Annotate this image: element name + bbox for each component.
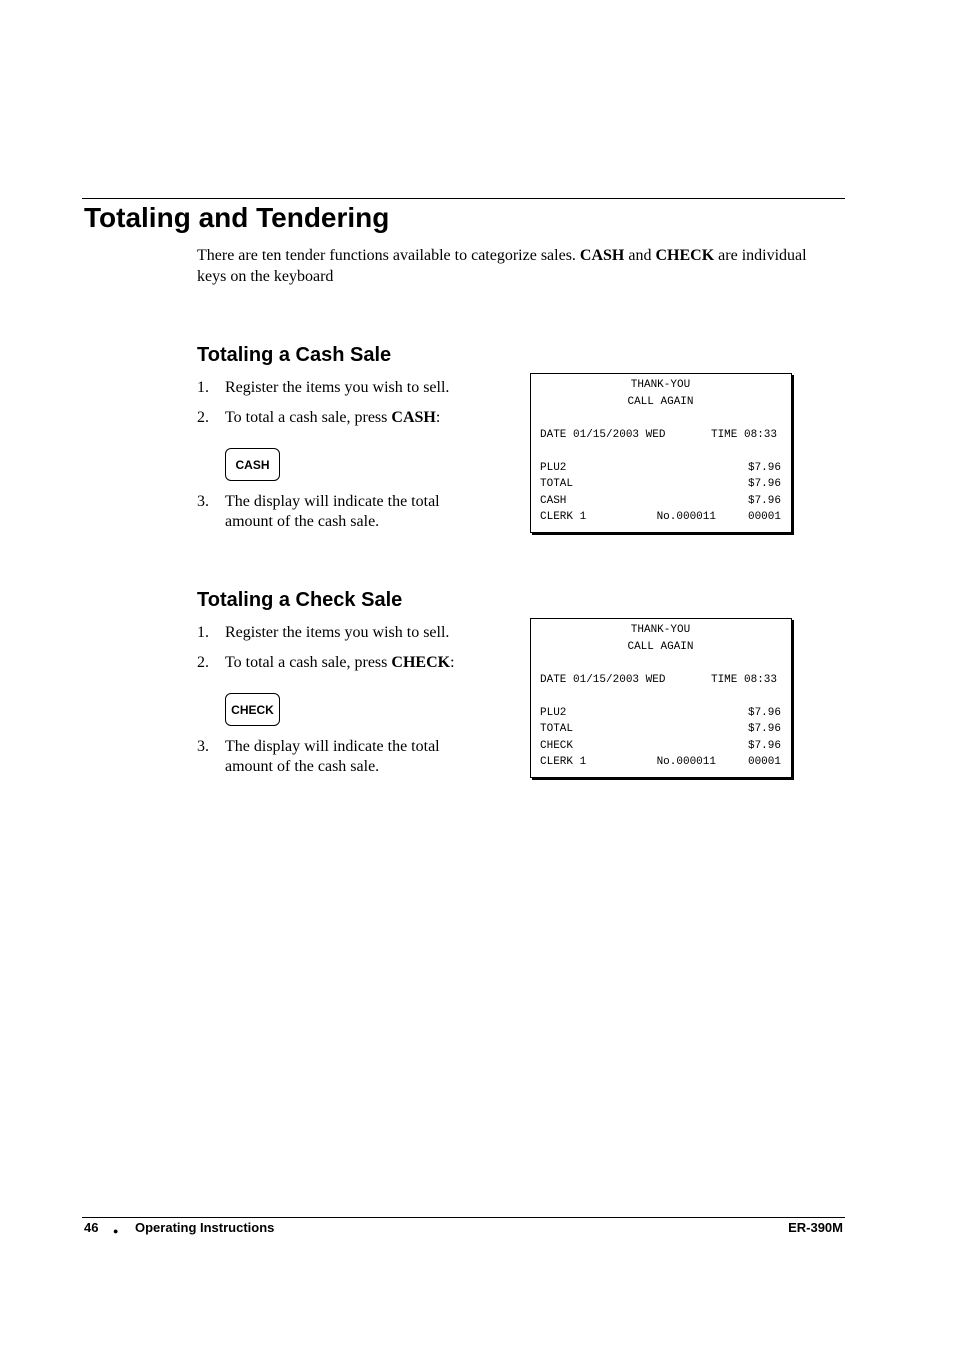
check-step-2: 2. To total a cash sale, press CHECK: bbox=[197, 654, 455, 671]
footer-section: Operating Instructions bbox=[135, 1220, 275, 1235]
receipt-row: CHECK $7.96 bbox=[540, 739, 781, 752]
page-number: 46 bbox=[84, 1220, 99, 1235]
receipt-date-row: DATE 01/15/2003 WED TIME 08:33 bbox=[540, 428, 777, 441]
receipt-thank-you: THANK-YOU bbox=[630, 379, 691, 391]
cash-step-2: 2. To total a cash sale, press CASH: bbox=[197, 409, 441, 426]
cash-step-1: 1. Register the items you wish to sell. bbox=[197, 379, 450, 396]
check-keyword: CHECK bbox=[655, 247, 715, 264]
receipt-row: TOTAL $7.96 bbox=[540, 478, 781, 490]
check-step-1: 1. Register the items you wish to sell. bbox=[197, 624, 450, 641]
bottom-rule bbox=[82, 1217, 845, 1218]
receipt-clerk-row: CLERK 1 No.000011 00001 bbox=[540, 511, 781, 523]
intro-paragraph: There are ten tender functions available to categorize sales. CASH and CHECK are individual keys on the keyboard bbox=[197, 247, 807, 285]
cash-keyword: CASH bbox=[579, 247, 625, 264]
check-sale-heading: Totaling a Check Sale bbox=[197, 589, 403, 611]
receipt-call-again: CALL AGAIN bbox=[627, 640, 694, 653]
cash-sale-heading: Totaling a Cash Sale bbox=[197, 344, 392, 366]
receipt-date-row: DATE 01/15/2003 WED TIME 08:33 bbox=[540, 673, 777, 686]
footer-model: ER-390M bbox=[788, 1220, 843, 1235]
receipt-row: PLU2 $7.96 bbox=[540, 461, 781, 474]
receipt-row: TOTAL $7.96 bbox=[540, 723, 781, 735]
page-title: Totaling and Tendering bbox=[84, 202, 390, 233]
receipt-row: PLU2 $7.96 bbox=[540, 706, 781, 719]
receipt-call-again: CALL AGAIN bbox=[627, 395, 694, 408]
receipt-clerk-row: CLERK 1 No.000011 00001 bbox=[540, 756, 781, 768]
bullet-icon: ● bbox=[113, 1226, 119, 1236]
check-receipt bbox=[530, 618, 792, 778]
cash-step-3: 3. The display will indicate the total amount of the cash sale. bbox=[197, 493, 440, 530]
check-key-icon: CHECK bbox=[225, 693, 280, 726]
cash-receipt bbox=[530, 373, 792, 533]
receipt-thank-you: THANK-YOU bbox=[630, 624, 691, 636]
cash-key-icon: CASH bbox=[225, 448, 280, 481]
check-step-3: 3. The display will indicate the total amount of the cash sale. bbox=[197, 738, 440, 775]
receipt-row: CASH $7.96 bbox=[540, 494, 781, 507]
